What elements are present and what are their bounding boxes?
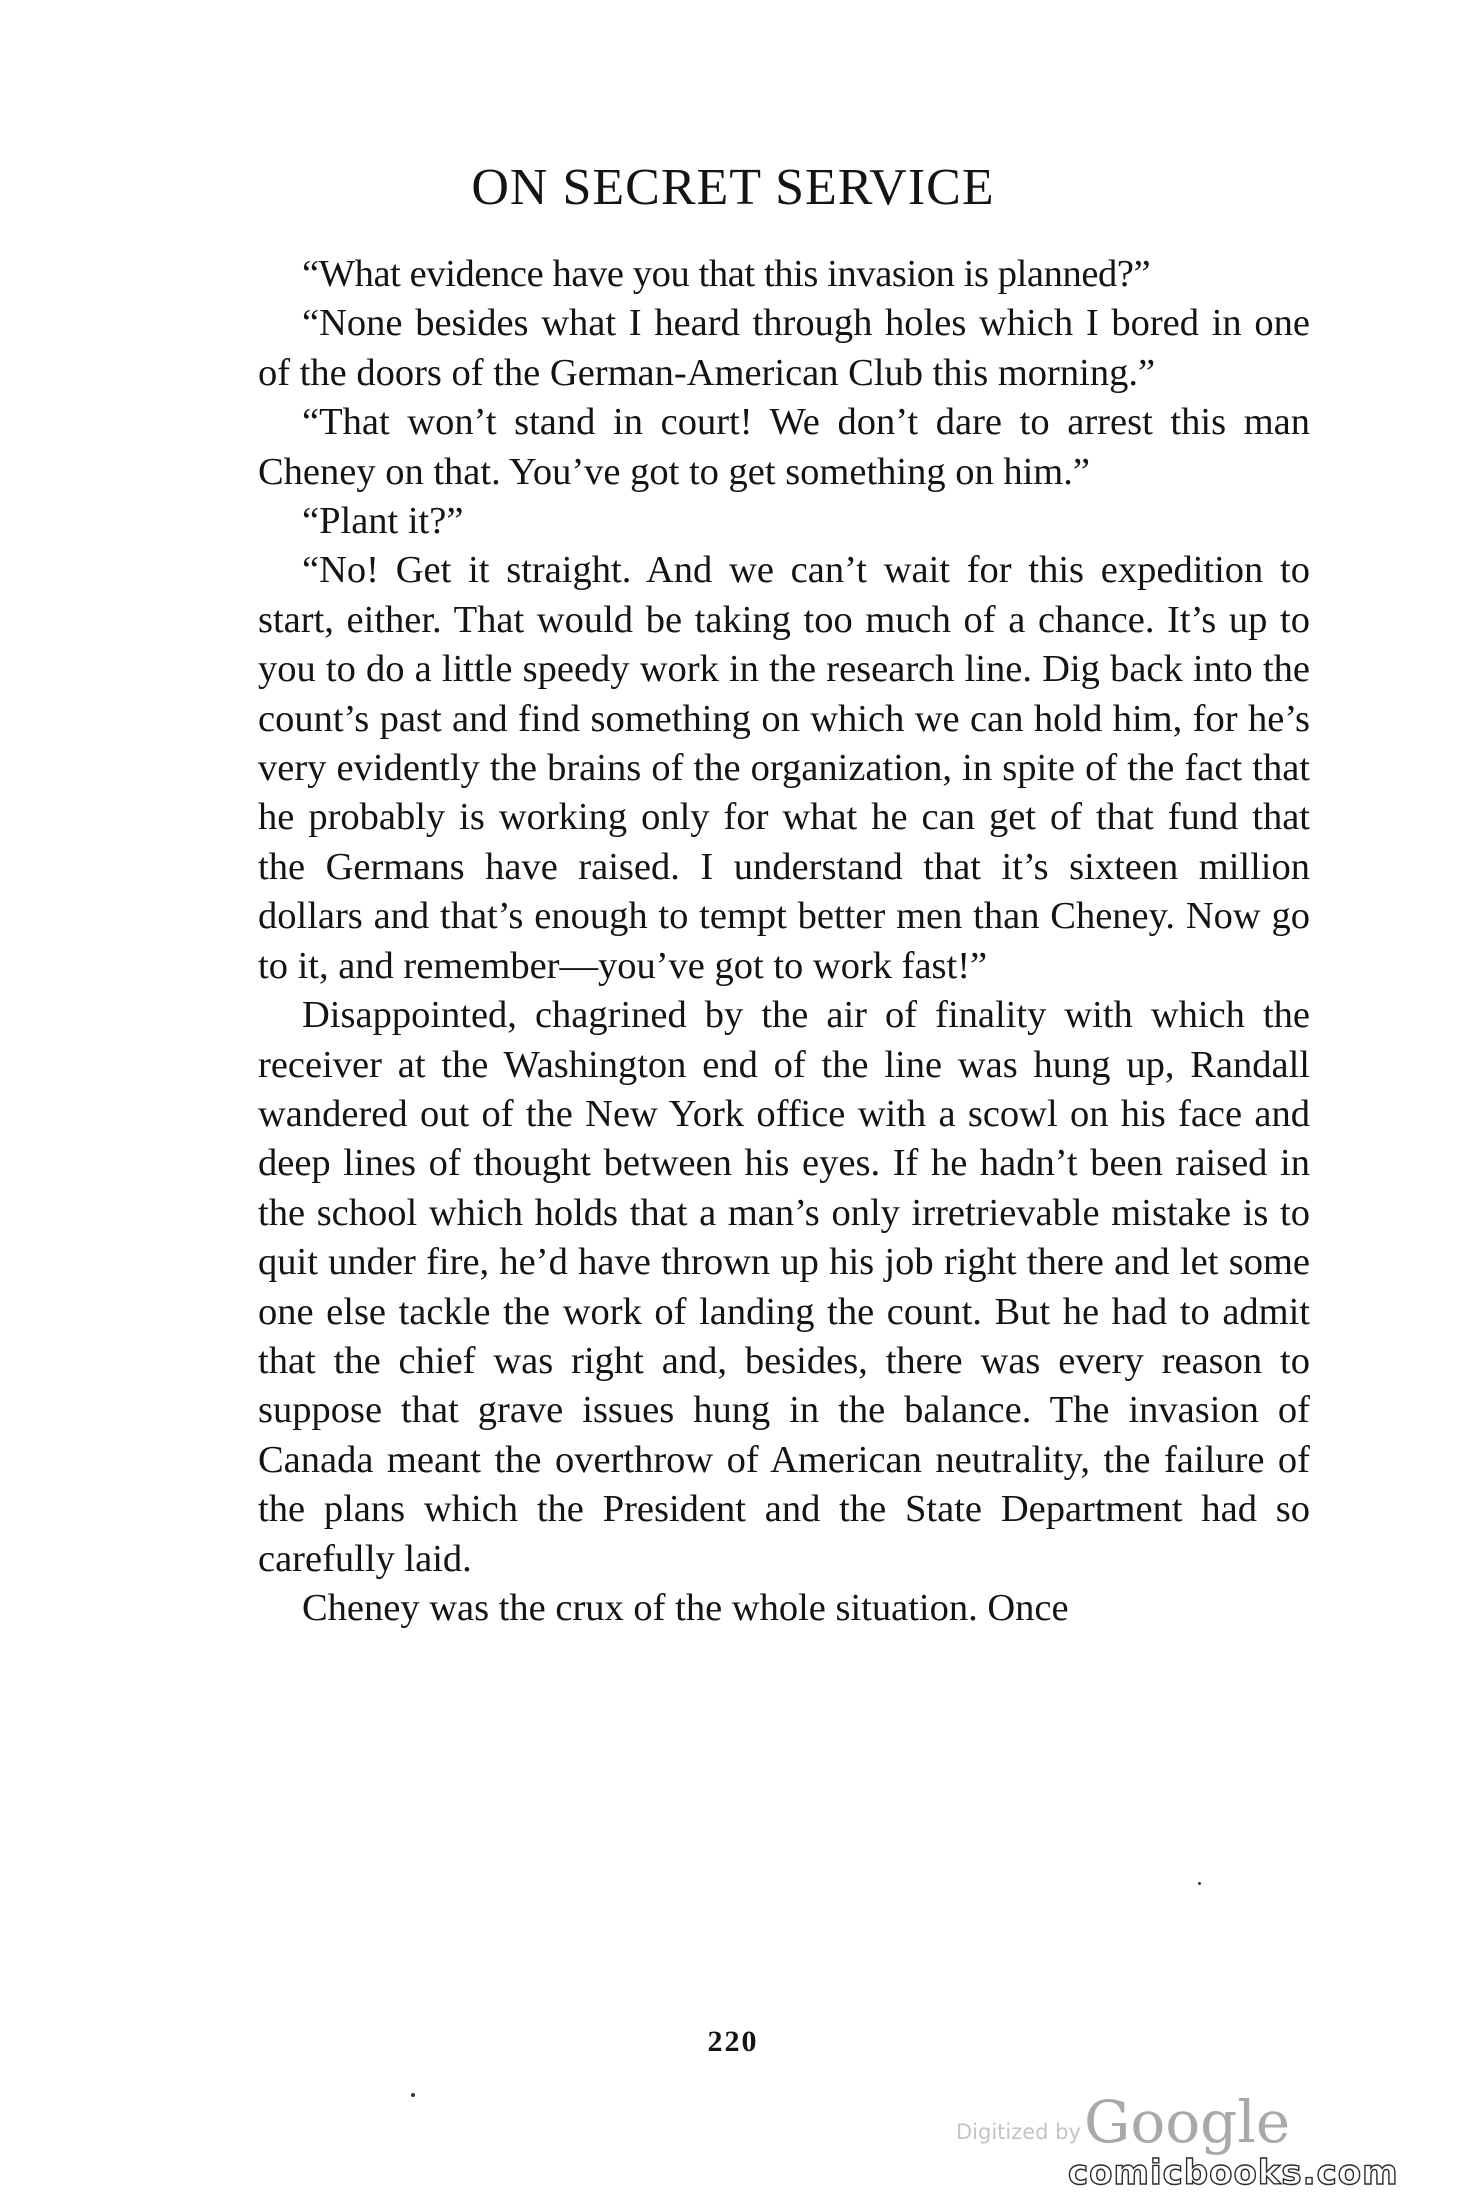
digitized-by-label: Digitized by bbox=[956, 2120, 1081, 2144]
paragraph-4: “Plant it?” bbox=[302, 500, 464, 543]
site-watermark: comicbooks.com bbox=[1068, 2153, 1399, 2193]
paragraph-1: “What evidence have you that this invasion is planned?” bbox=[302, 253, 1151, 295]
paragraph-5: “No! Get it straight. And we can’t wait for this expedition to start, either. That would be taking too much of a chance. It’s up to you to do a little speedy work in the research line. Dig back into the count’s past and find something on which we can hold him, for he’s very evidently the brains of the organization, in spite of the fact that he probably is working only for what he can get of that fund that the Germans have raised. I understand that it’s sixteen million dollars and that’s enough to tempt better men than Cheney. Now go to it, and remember—you’ve got to work fast!” bbox=[258, 549, 1310, 987]
running-head: ON SECRET SERVICE bbox=[471, 159, 995, 216]
scan-speck bbox=[411, 2093, 415, 2097]
paragraph-7: Cheney was the crux of the whole situation. Once bbox=[302, 1586, 1069, 1629]
body-text bbox=[258, 250, 1310, 1633]
page-number: 220 bbox=[707, 2025, 759, 2058]
paragraph-6: Disappointed, chagrined by the air of finality with which the receiver at the Washington end of the line was hung up, Randall wandered out of the New York office with a scowl on his face and deep lines of thought between his eyes. If he hadn’t been raised in the school which holds that a man’s only irretrievable mistake is to quit under fire, he’d have thrown up his job right there and let some one else tackle the work of landing the count. But he had to admit that the chief was right and, besides, there was every reason to suppose that grave issues hung in the balance. The invasion of Canada meant the overthrow of American neutrality, the failure of the plans which the President and the State Department had so carefully laid. bbox=[258, 994, 1310, 1580]
digitized-by-google-watermark bbox=[956, 2088, 1291, 2160]
paragraph-2: “None besides what I heard through holes which I bored in one of the doors of the German-American Club this morning.” bbox=[258, 302, 1310, 394]
scan-speck bbox=[1198, 1882, 1201, 1885]
google-logo: Google bbox=[1084, 2088, 1291, 2156]
paragraph-3: “That won’t stand in court! We don’t dare to arrest this man Cheney on that. You’ve got to get something on him.” bbox=[258, 401, 1310, 493]
